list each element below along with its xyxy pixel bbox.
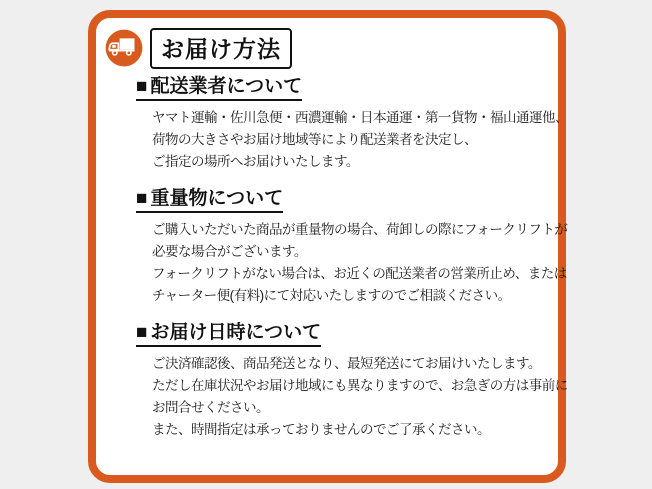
section-carriers-body (152, 107, 568, 173)
panel-header (96, 18, 558, 69)
square-bullet-icon: ■ (136, 76, 148, 97)
sections-container (96, 69, 568, 441)
body-line: また、時間指定は承っておりませんのでご了承ください。 (152, 422, 490, 437)
section-delivery-date-heading (136, 321, 321, 347)
section-heading-text: 配送業者について (150, 76, 303, 97)
body-line: お問合せください。 (152, 400, 269, 415)
delivery-info-panel (88, 10, 566, 483)
truck-icon (103, 27, 145, 69)
section-heavy-items (136, 173, 568, 307)
body-line: 必要な場合がございます。 (152, 244, 307, 259)
square-bullet-icon: ■ (136, 188, 148, 209)
section-carriers-heading (136, 75, 302, 101)
section-carriers (136, 69, 568, 173)
body-line: フォークリフトがない場合は、お近くの配送業者の営業所止め、または (152, 266, 567, 281)
section-heading-text: お届け日時について (150, 322, 322, 343)
body-line: チャーター便(有料)にて対応いたしますのでご相談ください。 (152, 288, 511, 303)
panel-title: お届け方法 (150, 28, 292, 69)
body-line: ご購入いただいた商品が重量物の場合、荷卸しの際にフォークリフトが (152, 222, 568, 237)
body-line: ご指定の場所へお届けいたします。 (152, 154, 359, 169)
body-line: ご決済確認後、商品発送となり、最短発送にてお届けいたします。 (152, 356, 541, 371)
section-heavy-items-heading (136, 187, 283, 213)
body-line: ただし在庫状況やお届け地域にも異なりますので、お急ぎの方は事前に (152, 378, 568, 393)
section-heavy-items-body (152, 219, 568, 307)
square-bullet-icon: ■ (136, 322, 148, 343)
section-heading-text: 重量物について (150, 188, 284, 209)
section-delivery-date-body (152, 353, 568, 441)
section-delivery-date (136, 307, 568, 441)
body-line: ヤマト運輸・佐川急便・西濃運輸・日本通運・第一貨物・福山通運他、 (152, 110, 568, 125)
body-line: 荷物の大きさやお届け地域等により配送業者を決定し、 (152, 132, 477, 147)
